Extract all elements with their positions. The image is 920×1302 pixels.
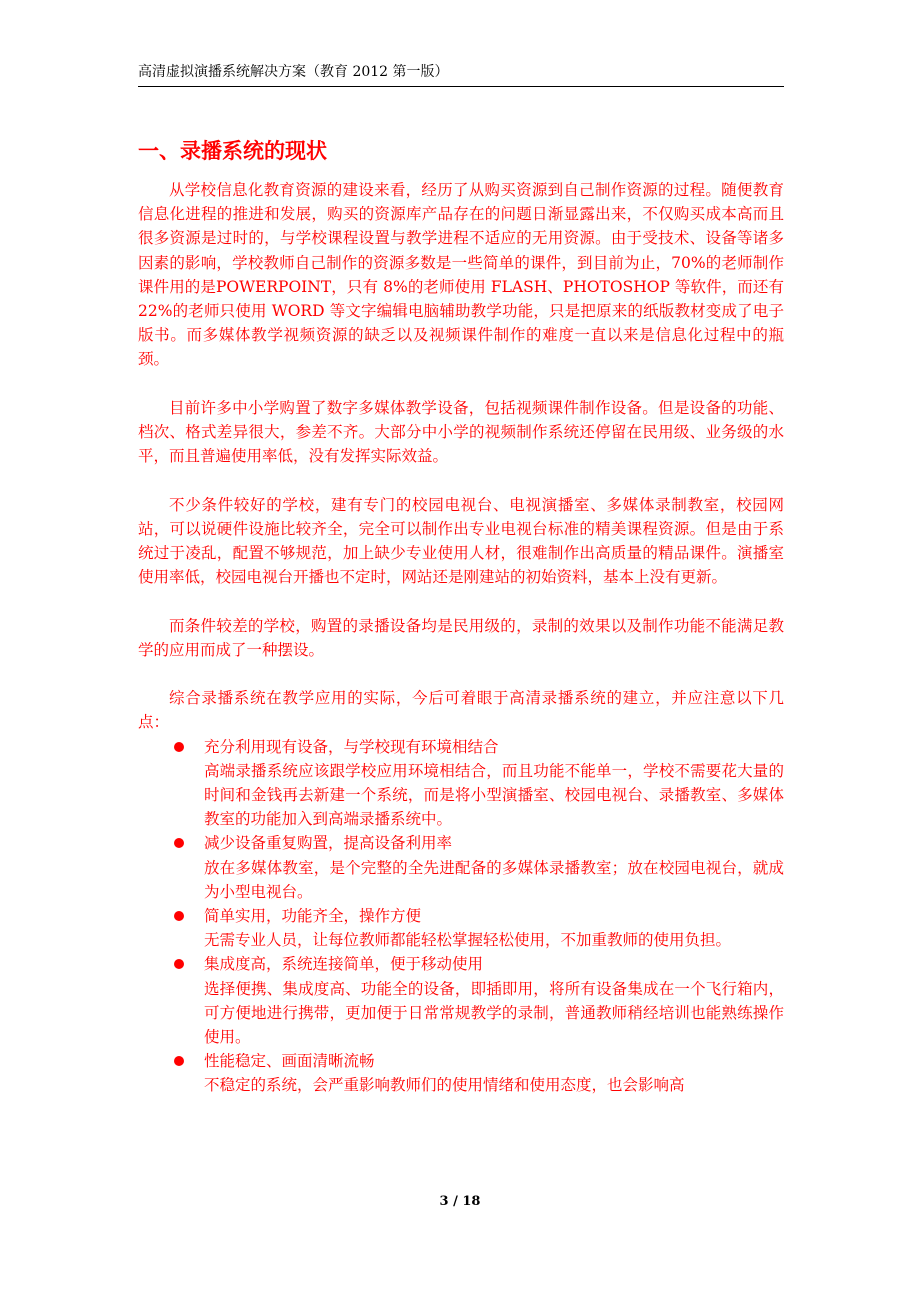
page-header bbox=[138, 62, 784, 87]
bullet-icon bbox=[174, 742, 184, 752]
bullet-description: 不稳定的系统，会严重影响教师们的使用情绪和使用态度，也会影响高 bbox=[204, 1076, 685, 1095]
list-item bbox=[138, 904, 784, 952]
bullet-title: 集成度高，系统连接简单，便于移动使用 bbox=[204, 955, 484, 974]
section-heading: 一、录播系统的现状 bbox=[138, 139, 327, 163]
document-body bbox=[138, 178, 784, 1098]
list-item bbox=[138, 952, 784, 1049]
paragraph: 目前许多中小学购置了数字多媒体教学设备，包括视频课件制作设备。但是设备的功能、档次、格式差异很大，参差不齐。大部分中小学的视频制作系统还停留在民用级、业务级的水平，而且普遍使用率低，没有发挥实际效益。 bbox=[138, 398, 784, 466]
paragraph: 综合录播系统在教学应用的实际，今后可着眼于高清录播系统的建立，并应注意以下几点： bbox=[138, 689, 784, 732]
bullet-icon bbox=[174, 838, 184, 848]
bullet-icon bbox=[174, 959, 184, 969]
bullet-icon bbox=[174, 1056, 184, 1066]
list-item bbox=[138, 1049, 784, 1097]
bullet-title: 简单实用，功能齐全，操作方便 bbox=[204, 907, 422, 926]
bullet-description: 选择便携、集成度高、功能全的设备，即插即用，将所有设备集成在一个飞行箱内，可方便地进行携带，更加便于日常常规教学的录制，普通教师稍经培训也能熟练操作使用。 bbox=[204, 979, 784, 1047]
paragraph: 而条件较差的学校，购置的录播设备均是民用级的，录制的效果以及制作功能不能满足教学的应用而成了一种摆设。 bbox=[138, 616, 784, 659]
page-number: 3 / 18 bbox=[439, 1194, 481, 1209]
bullet-description: 无需专业人员，让每位教师都能轻松掌握轻松使用，不加重教师的使用负担。 bbox=[204, 931, 732, 950]
bullet-list bbox=[138, 735, 784, 1098]
list-item bbox=[138, 735, 784, 832]
paragraph: 从学校信息化教育资源的建设来看，经历了从购买资源到自己制作资源的过程。随便教育信息化进程的推进和发展，购买的资源库产品存在的问题日渐显露出来，不仅购买成本高而且很多资源是过时的，与学校课程设置与教学进程不适应的无用资源。由于受技术、设备等诸多因素的影响，学校教师自己制作的资源多数是一些简单的课件，到目前为止，70%的老师制作课件用的是POWERPOINT，只有 8%的老师使用 FLASH、PHOTOSHOP 等软件，而还有 22%的老师只使用 WORD 等文字编辑电脑辅助教学功能，只是把原来的纸版教材变成了电子版书。而多媒体教学视频资源的缺乏以及视频课件制作的难度一直以来是信息化过程中的瓶颈。 bbox=[138, 181, 784, 369]
paragraph: 不少条件较好的学校，建有专门的校园电视台、电视演播室、多媒体录制教室，校园网站，可以说硬件设施比较齐全，完全可以制作出专业电视台标准的精美课程资源。但是由于系统过于凌乱，配置不够规范，加上缺少专业使用人材，很难制作出高质量的精品课件。演播室使用率低，校园电视台开播也不定时，网站还是刚建站的初始资料，基本上没有更新。 bbox=[138, 495, 784, 587]
bullet-title: 充分利用现有设备，与学校现有环境相结合 bbox=[204, 737, 499, 756]
bullet-title: 性能稳定、画面清晰流畅 bbox=[204, 1052, 375, 1071]
bullet-description: 放在多媒体教室，是个完整的全先进配备的多媒体录播教室；放在校园电视台，就成为小型电视台。 bbox=[204, 858, 784, 901]
bullet-title: 减少设备重复购置，提高设备利用率 bbox=[204, 834, 453, 853]
document-title: 高清虚拟演播系统解决方案（教育 2012 第一版） bbox=[138, 64, 449, 80]
list-item bbox=[138, 831, 784, 904]
bullet-description: 高端录播系统应该跟学校应用环境相结合，而且功能不能单一，学校不需要花大量的时间和金钱再去新建一个系统，而是将小型演播室、校园电视台、录播教室、多媒体教室的功能加入到高端录播系统中。 bbox=[204, 761, 784, 829]
bullet-icon bbox=[174, 911, 184, 921]
